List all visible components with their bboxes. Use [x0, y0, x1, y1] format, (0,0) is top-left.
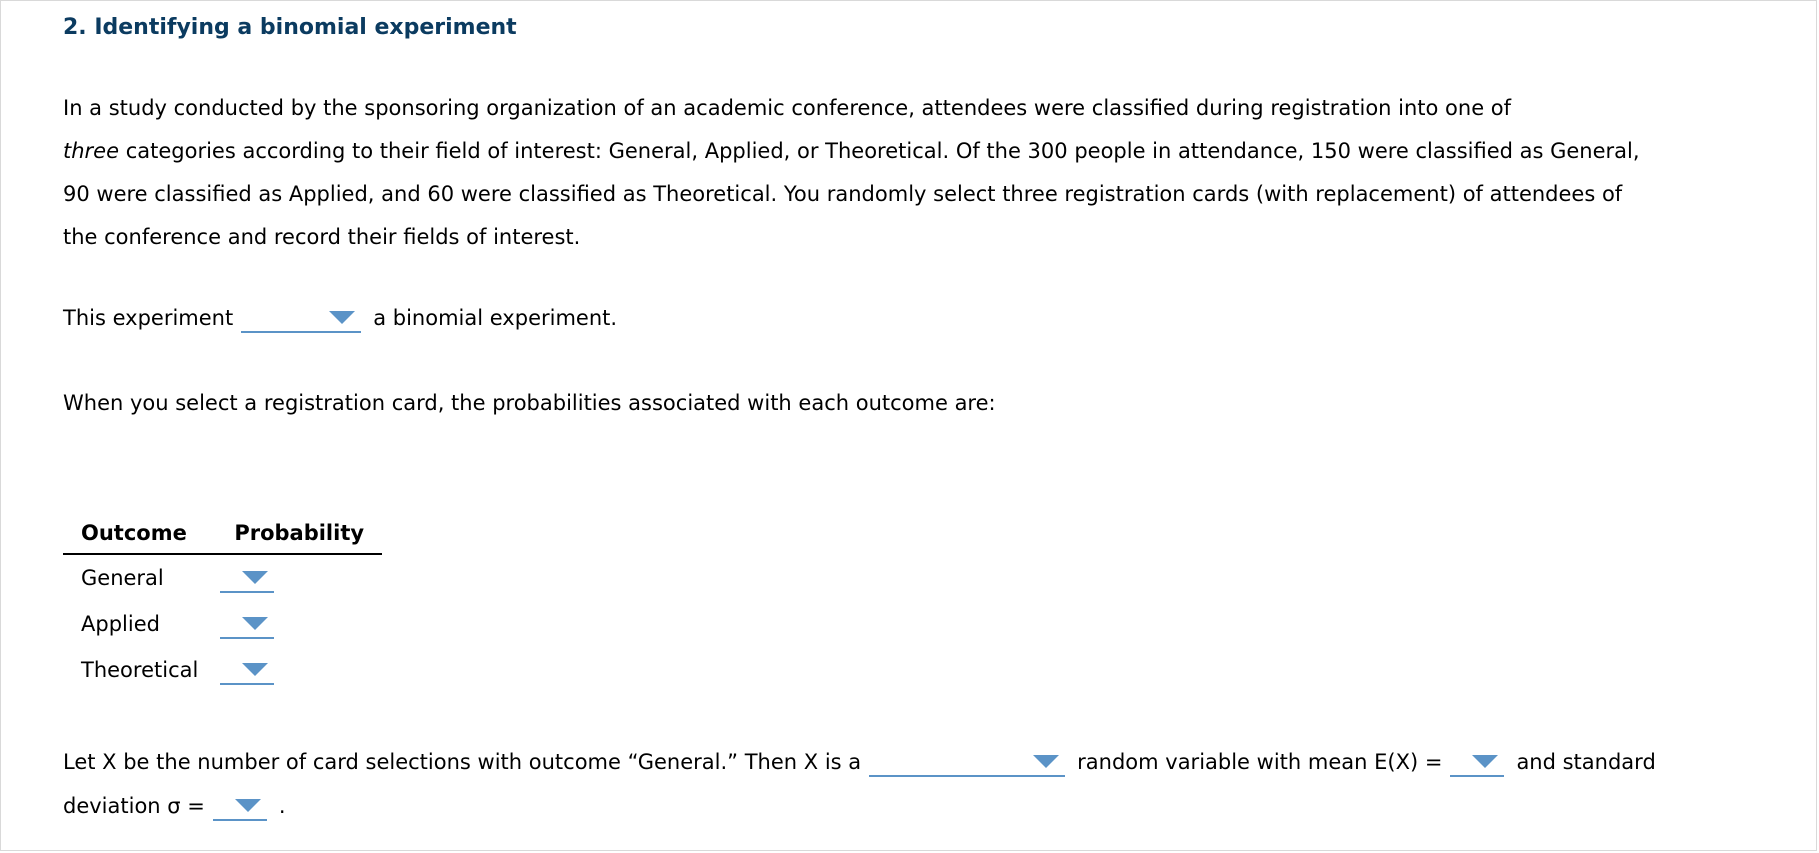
- statement-line-3: 90 were classified as Applied, and 60 were classified as Theoretical. You randomly select three registration cards (with replacement) of attendees of: [63, 182, 1623, 206]
- probability-cell: [216, 601, 382, 647]
- caret-down-icon: [242, 617, 268, 630]
- rv-text-part-5: .: [278, 794, 286, 818]
- problem-statement: [63, 87, 1763, 259]
- probability-general-dropdown[interactable]: [220, 563, 274, 593]
- rv-text-part-4: deviation σ =: [63, 794, 205, 818]
- experiment-text-before: This experiment: [63, 306, 234, 330]
- table-row: [63, 554, 382, 601]
- outcome-probability-table: [63, 515, 382, 693]
- outcome-applied: Applied: [81, 612, 160, 636]
- caret-down-icon: [242, 663, 268, 676]
- experiment-text-after: a binomial experiment.: [373, 306, 618, 330]
- outcome-theoretical: Theoretical: [81, 658, 199, 682]
- mean-dropdown[interactable]: [1450, 747, 1504, 777]
- rv-text-part-1: Let X be the number of card selections with outcome “General.” Then X is a: [63, 750, 862, 774]
- header-probability: Probability: [216, 515, 382, 554]
- statement-line-1: In a study conducted by the sponsoring organization of an academic conference, attendees were classified during registration into one of: [63, 96, 1512, 120]
- question-title: 2. Identifying a binomial experiment: [63, 15, 517, 40]
- probabilities-intro: [63, 391, 996, 415]
- header-outcome: Outcome: [63, 515, 216, 554]
- probability-cell: [216, 647, 382, 693]
- probability-theoretical-dropdown[interactable]: [220, 655, 274, 685]
- experiment-sentence: [63, 303, 617, 333]
- distribution-type-dropdown[interactable]: [869, 747, 1065, 777]
- caret-down-icon: [329, 311, 355, 324]
- caret-down-icon: [1033, 755, 1059, 768]
- table-row: [63, 601, 382, 647]
- probability-cell: [216, 554, 382, 601]
- caret-down-icon: [242, 571, 268, 584]
- caret-down-icon: [235, 799, 261, 812]
- random-variable-sentence: [63, 747, 1656, 777]
- statement-line-2-rest: categories according to their field of interest: General, Applied, or Theoretical. Of the 300 people in attendance, 150 were classified as General,: [119, 139, 1640, 163]
- is-binomial-dropdown[interactable]: [241, 303, 361, 333]
- std-dev-dropdown[interactable]: [213, 791, 267, 821]
- probabilities-intro-text: When you select a registration card, the probabilities associated with each outcome are:: [63, 391, 996, 415]
- statement-line-2: [63, 130, 1763, 173]
- std-dev-sentence: [63, 791, 286, 821]
- caret-down-icon: [1472, 755, 1498, 768]
- table-header-row: [63, 515, 382, 554]
- probability-applied-dropdown[interactable]: [220, 609, 274, 639]
- table-row: [63, 647, 382, 693]
- rv-text-part-2: random variable with mean E(X) =: [1077, 750, 1443, 774]
- outcome-general: General: [81, 566, 164, 590]
- rv-text-part-3: and standard: [1516, 750, 1656, 774]
- emphasis-three: three: [63, 139, 120, 163]
- statement-line-4: the conference and record their fields of interest.: [63, 225, 581, 249]
